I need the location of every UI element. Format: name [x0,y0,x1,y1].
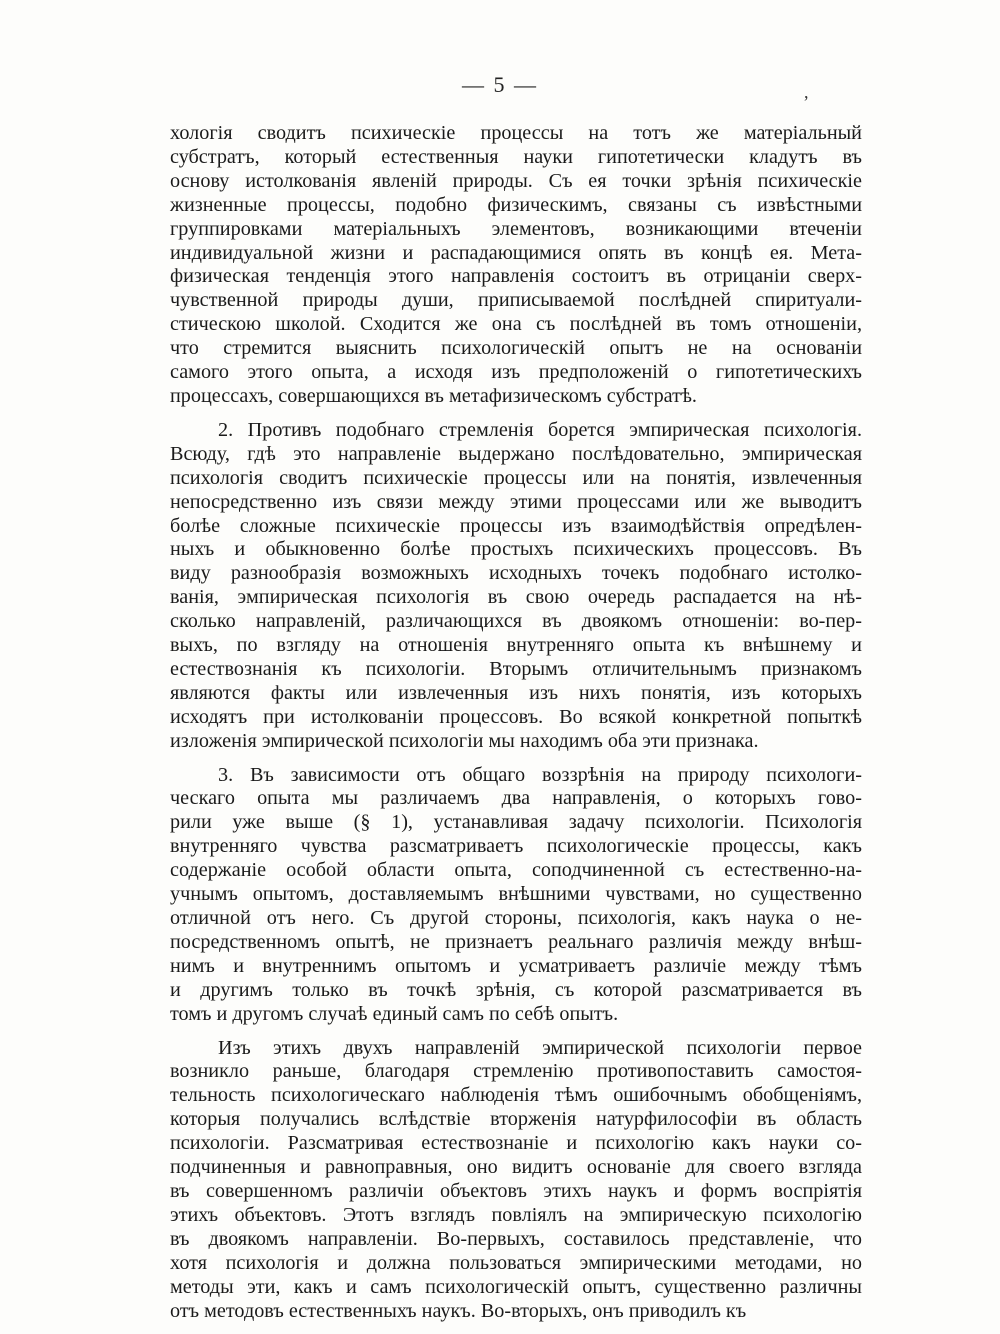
text-line: сколько направленій, различающихся въ двоякомъ отношеніи: во-пер- [170,610,862,633]
text-line: что стремится выяснить психологическій опытъ не на основаніи [170,337,862,360]
text-line: Изъ этихъ двухъ направленій эмпирической психологіи первое [218,1036,862,1059]
text-line: возникло раньше, благодаря стремленію противопоставить самостоя- [170,1060,862,1083]
text-line: самого этого опыта, а исходя изъ предположеній о гипотетическихъ [170,361,862,384]
text-line: хологія сводитъ психическіе процессы на тотъ же матеріальный [170,122,862,144]
text-line: 3. Въ зависимости отъ общаго воззрѣнія на природу психологи- [218,763,862,786]
text-line: болѣе сложные психическіе процессы изъ взаимодѣйствія опредѣлен- [170,514,862,537]
text-line: въ совершенномъ различіи объектовъ этихъ наукъ и формъ воспріятія [170,1179,862,1202]
text-line: изложенія эмпирической психологіи мы находимъ оба эти признака. [170,729,759,752]
text-line: ванія, эмпирическая психологія въ свою очередь распадается на нѣ- [170,586,862,609]
text-line: группировками матеріальныхъ элементовъ, возникающими втеченіи [170,217,862,240]
text-line: въ двоякомъ направленіи. Во-первыхъ, составилось представленіе, что [170,1227,862,1250]
text-line: процессахъ, совершающихся въ метафизическомъ субстратѣ. [170,384,697,407]
paragraph-3 [170,764,862,1027]
text-line: отъ методовъ естественныхъ наукъ. Во-вторыхъ, онъ приводилъ къ [170,1299,747,1322]
text-line: выхъ, по взгляду на отношенія внутренняго опыта къ внѣшнему и [170,634,862,657]
paragraph-4 [170,1037,862,1324]
body-text [170,122,862,1323]
page-number: — 5 — [462,72,538,97]
text-line: жизненные процессы, подобно физическимъ, связаны съ извѣстными [170,193,862,216]
text-line: подчиненныя и равноправныя, оно видитъ основаніе для своего взгляда [170,1156,862,1179]
text-line: являются факты или извлеченныя изъ нихъ понятія, изъ которыхъ [170,681,862,704]
text-line: непосредственно изъ связи между этими процессами или же выводитъ [170,490,862,513]
text-line: отличной отъ него. Съ другой стороны, психологія, какъ наука о не- [170,907,862,929]
text-line: чувственной природы души, приписываемой послѣдней спиритуали- [170,289,862,312]
stray-mark: , [804,82,809,102]
paragraph-1 [170,122,862,409]
text-line: ческаго опыта мы различаемъ два направленія, о которыхъ гово- [170,787,862,810]
text-line: исходятъ при истолкованіи процессовъ. Во всякой конкретной попыткѣ [170,705,862,728]
text-line: ныхъ и обыкновенно болѣе простыхъ психическихъ процессовъ. Въ [170,538,862,561]
text-line: внутренняго чувства разсматриваетъ психологическіе процессы, какъ [170,835,862,858]
text-line: естествознанія къ психологіи. Вторымъ отличительнымъ признакомъ [170,657,862,680]
text-line: этихъ объектовъ. Этотъ взглядъ повліялъ на эмпирическую психологію [170,1203,862,1226]
text-line: и другимъ только въ точкѣ зрѣнія, съ которой разсматривается въ [170,978,862,1001]
text-line: которыя получались вслѣдствіе вторженія натурфилософіи въ область [170,1108,862,1131]
text-line: хотя психологія и должна пользоваться эмпирическими методами, но [170,1251,862,1274]
text-line: нимъ и внутреннимъ опытомъ и усматриваетъ различіе между тѣмъ [170,954,862,977]
text-line: учнымъ опытомъ, доставляемымъ внѣшними чувствами, но существенно [170,883,862,906]
text-line: основу истолкованія явленій природы. Съ ея точки зрѣнія психическіе [170,169,862,192]
text-line: посредственномъ опытѣ, не признаетъ реальнаго различія между внѣш- [170,930,862,953]
text-line: 2. Противъ подобнаго стремленія борется эмпирическая психологія. [218,418,862,441]
text-line: томъ и другомъ случаѣ единый самъ по себѣ опытъ. [170,1002,619,1025]
text-line: методы эти, какъ и самъ психологическій опытъ, существенно различны [170,1275,862,1298]
text-line: стическою школой. Сходится же она съ послѣдней въ томъ отношеніи, [170,313,862,336]
text-line: физическая тенденція этого направленія состоитъ въ отрицаніи сверх- [170,265,862,288]
paragraph-2 [170,419,862,754]
text-line: содержаніе особой области опыта, соподчиненной съ естественно-на- [170,859,862,882]
text-line: тельность психологическаго наблюденія тѣмъ ошибочнымъ обобщеніямъ, [170,1084,862,1107]
text-line: психологія сводитъ психическіе процессы или на понятія, извлеченныя [170,466,862,489]
text-line: виду разнообразія возможныхъ исходныхъ точекъ подобнаго истолко- [170,562,862,585]
text-line: субстратъ, который естественныя науки гипотетически кладутъ въ [170,145,862,168]
text-line: рили уже выше (§ 1), устанавливая задачу психологіи. Психологія [170,811,862,834]
text-line: Всюду, гдѣ это направленіе выдержано послѣдовательно, эмпирическая [170,442,862,465]
text-line: индивидуальной жизни и распадающимися опять въ концѣ ея. Мета- [170,241,862,264]
text-line: психологіи. Разсматривая естествознаніе и психологію какъ науки со- [170,1132,862,1155]
